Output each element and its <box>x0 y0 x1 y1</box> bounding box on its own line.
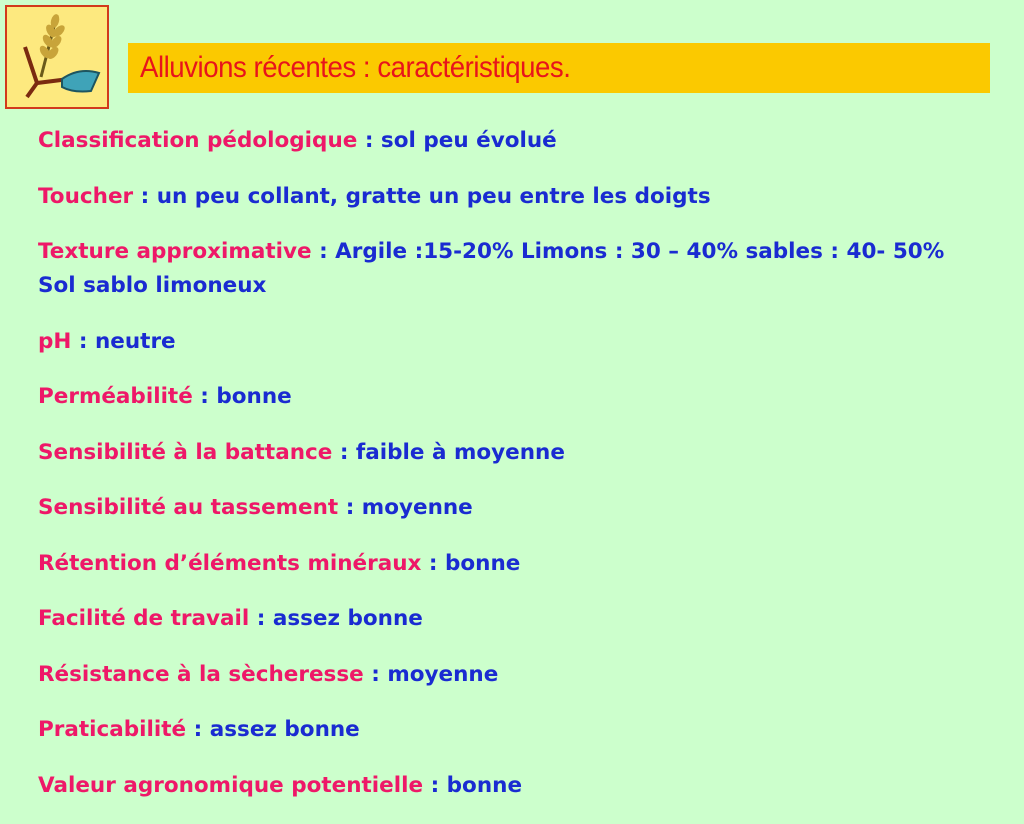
property-label: Toucher <box>38 183 134 209</box>
property-label: Sensibilité au tassement <box>38 495 339 520</box>
property-separator: : <box>71 328 95 354</box>
property-row <box>38 658 998 692</box>
property-separator: : <box>249 606 273 631</box>
property-value: neutre <box>94 328 176 354</box>
slide-title: Alluvions récentes : caractéristiques. <box>140 51 571 84</box>
property-label: pH <box>38 328 72 354</box>
property-separator: : <box>311 239 336 264</box>
property-value: assez bonne <box>272 606 423 631</box>
plough-logo <box>5 5 109 109</box>
property-label: Rétention d’éléments minéraux <box>38 550 422 576</box>
property-label: Sensibilité à la battance <box>38 439 333 465</box>
property-row <box>38 491 998 525</box>
property-row <box>38 235 998 303</box>
property-row <box>38 547 998 581</box>
property-label: Perméabilité <box>38 384 193 409</box>
property-label: Résistance à la sècheresse <box>38 661 364 687</box>
property-label: Facilité de travail <box>38 606 250 631</box>
property-list <box>38 124 998 824</box>
property-row <box>38 436 998 470</box>
property-separator: : <box>133 183 157 209</box>
property-value: Argile :15-20% Limons : 30 – 40% sables : 40- 50% Sol sablo limoneux <box>38 239 997 298</box>
property-separator: : <box>363 661 388 687</box>
property-label: Texture approximative <box>38 239 312 264</box>
property-separator: : <box>357 128 381 153</box>
property-value: moyenne <box>361 495 473 520</box>
property-row <box>38 713 998 747</box>
property-value: un peu collant, gratte un peu entre les doigts <box>156 183 711 209</box>
property-separator: : <box>423 772 447 798</box>
title-bar <box>128 43 990 93</box>
property-row <box>38 380 998 414</box>
property-separator: : <box>338 495 362 520</box>
property-separator: : <box>332 439 356 465</box>
property-row <box>38 769 998 803</box>
property-separator: : <box>192 384 217 409</box>
property-label: Classification pédologique <box>38 128 358 153</box>
property-row <box>38 124 998 158</box>
property-value: bonne <box>446 772 523 798</box>
property-value: moyenne <box>387 661 499 687</box>
property-value: faible à moyenne <box>355 439 565 465</box>
property-row <box>38 325 998 359</box>
property-label: Praticabilité <box>38 717 187 742</box>
property-separator: : <box>421 550 445 576</box>
property-value: assez bonne <box>209 717 360 742</box>
property-row <box>38 602 998 636</box>
property-separator: : <box>186 717 210 742</box>
plough-icon <box>7 7 107 107</box>
property-value: bonne <box>444 550 521 576</box>
property-label: Valeur agronomique potentielle <box>38 772 424 798</box>
property-row <box>38 180 998 214</box>
property-value: sol peu évolué <box>380 128 557 153</box>
property-value: bonne <box>216 384 292 409</box>
